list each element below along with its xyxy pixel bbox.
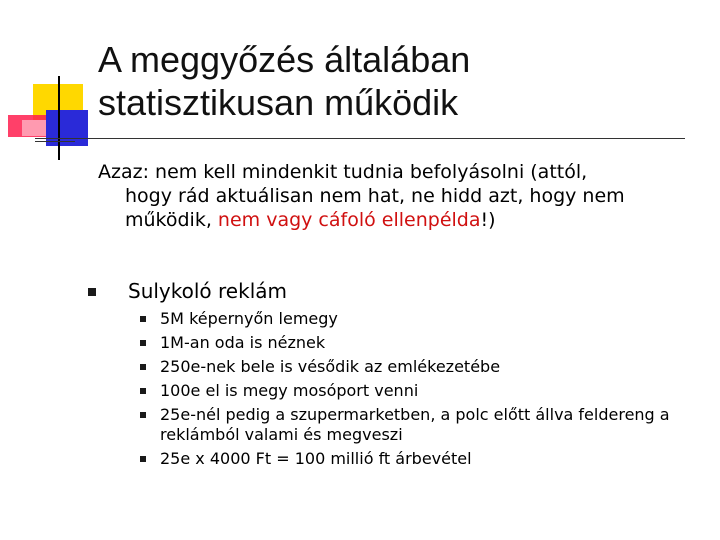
intro-line-2: hogy rád aktuálisan nem hat, ne hidd azt, hogy nem <box>125 185 625 207</box>
subbullet-item <box>140 381 700 401</box>
subbullet-text: 250e-nek bele is vésődik az emlékezetébe <box>160 357 501 376</box>
subbullet-item <box>140 357 700 377</box>
decor-short-line <box>35 141 75 142</box>
square-bullet-icon <box>140 456 146 462</box>
subbullet-item <box>140 309 700 329</box>
intro-highlight: nem vagy cáfoló ellenpélda <box>217 209 481 231</box>
subbullet-item <box>140 449 700 469</box>
square-bullet-icon <box>140 316 146 322</box>
subbullet-text: 25e x 4000 Ft = 100 millió ft árbevétel <box>160 449 472 468</box>
intro-text-end: !) <box>480 209 496 231</box>
intro-paragraph <box>98 160 698 232</box>
decor-vertical-line <box>58 76 60 160</box>
title-line-1: A meggyőzés általában <box>98 39 471 80</box>
slide-title <box>98 38 698 124</box>
bullet-label: Sulykoló reklám <box>128 279 287 303</box>
square-bullet-icon <box>140 364 146 370</box>
title-line-2: statisztikusan működik <box>98 82 459 123</box>
subbullet-text: 1M-an oda is néznek <box>160 333 326 352</box>
intro-text: működik, <box>125 209 218 231</box>
title-divider-line <box>35 138 685 139</box>
subbullet-list <box>140 309 700 473</box>
square-bullet-icon <box>88 288 96 296</box>
intro-line-3 <box>98 208 698 232</box>
subbullet-item <box>140 405 700 445</box>
square-bullet-icon <box>140 388 146 394</box>
square-bullet-icon <box>140 412 146 418</box>
subbullet-item <box>140 333 700 353</box>
square-bullet-icon <box>140 340 146 346</box>
subbullet-text: 100e el is megy mosóport venni <box>160 381 419 400</box>
intro-line-1: Azaz: nem kell mindenkit tudnia befolyásolni (attól, <box>98 161 588 183</box>
subbullet-text: 5M képernyőn lemegy <box>160 309 338 328</box>
subbullet-text: 25e-nél pedig a szupermarketben, a polc előtt állva feldereng a reklámból valami és megveszi <box>160 405 670 444</box>
